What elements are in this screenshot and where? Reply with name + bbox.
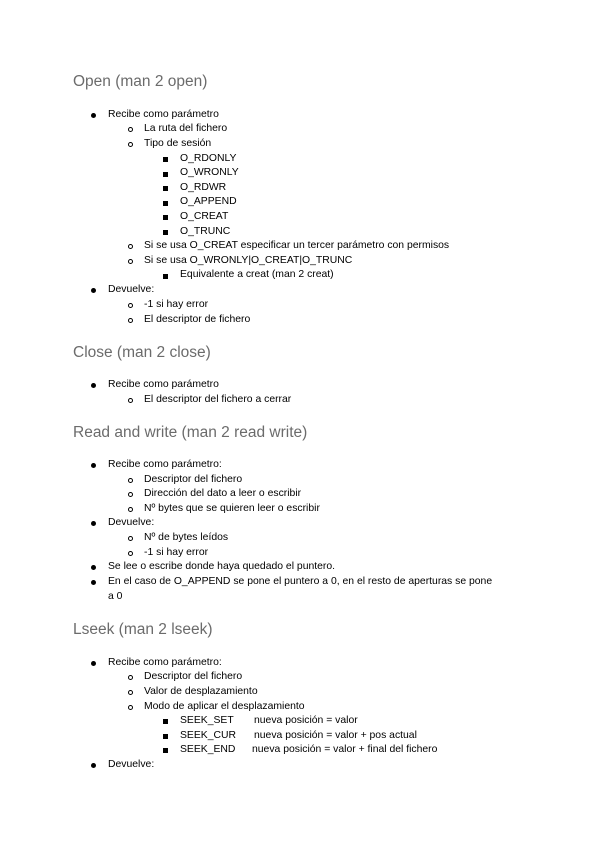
list-item-continuation: a 0 <box>108 591 123 602</box>
bullet-circle <box>128 318 133 323</box>
list-item: Equivalente a creat (man 2 creat) <box>180 269 334 280</box>
seek-mode-description: nueva posición = valor + final del fichero <box>252 744 438 755</box>
bullet-circle <box>128 478 133 483</box>
list-item: El descriptor de fichero <box>144 314 251 325</box>
list-item <box>180 714 358 728</box>
bullet-circle <box>128 259 133 264</box>
bullet-square <box>163 274 168 279</box>
seek-mode-name: SEEK_END <box>180 744 236 755</box>
bullet-disc <box>91 661 96 666</box>
bullet-circle <box>128 244 133 249</box>
bullet-circle <box>128 675 133 680</box>
bullet-disc <box>91 565 96 570</box>
list-item: Recibe como parámetro <box>108 379 219 390</box>
section-heading-open: Open (man 2 open) <box>73 73 208 90</box>
list-item: Devuelve: <box>108 517 155 528</box>
list-item: Devuelve: <box>108 284 155 295</box>
section-heading-read-write: Read and write (man 2 read write) <box>73 424 308 441</box>
list-item <box>180 743 437 757</box>
list-item: Descriptor del fichero <box>144 474 243 485</box>
list-item: En el caso de O_APPEND se pone el puntero a 0, en el resto de aperturas se pone <box>108 576 493 587</box>
seek-mode-description: nueva posición = valor <box>254 715 358 726</box>
bullet-disc <box>91 113 96 118</box>
list-item: Tipo de sesión <box>144 138 212 149</box>
bullet-circle <box>128 536 133 541</box>
bullet-circle <box>128 127 133 132</box>
bullet-square <box>163 215 168 220</box>
bullet-square <box>163 230 168 235</box>
list-item: Descriptor del fichero <box>144 671 243 682</box>
bullet-square <box>163 172 168 177</box>
section-heading-close: Close (man 2 close) <box>73 344 211 361</box>
bullet-circle <box>128 142 133 147</box>
list-item: Si se usa O_WRONLY|O_CREAT|O_TRUNC <box>144 255 353 266</box>
list-item: Devuelve: <box>108 759 155 770</box>
list-item: Recibe como parámetro: <box>108 657 222 668</box>
list-item: -1 si hay error <box>144 547 209 558</box>
list-item <box>180 729 417 743</box>
list-item: El descriptor del fichero a cerrar <box>144 394 292 405</box>
bullet-circle <box>128 705 133 710</box>
bullet-square <box>163 157 168 162</box>
seek-mode-description: nueva posición = valor + pos actual <box>254 730 417 741</box>
list-item: Si se usa O_CREAT especificar un tercer parámetro con permisos <box>144 240 450 251</box>
bullet-square <box>163 719 168 724</box>
bullet-square <box>163 748 168 753</box>
list-item: Recibe como parámetro <box>108 109 219 120</box>
seek-mode-name: SEEK_SET <box>180 715 234 726</box>
bullet-square <box>163 734 168 739</box>
list-item: -1 si hay error <box>144 299 209 310</box>
list-item: Nº bytes que se quieren leer o escribir <box>144 503 320 514</box>
bullet-disc <box>91 463 96 468</box>
section-heading-lseek: Lseek (man 2 lseek) <box>73 621 213 638</box>
seek-mode-name: SEEK_CUR <box>180 730 237 741</box>
bullet-circle <box>128 690 133 695</box>
list-item: O_WRONLY <box>180 167 239 178</box>
list-item: Recibe como parámetro: <box>108 459 222 470</box>
bullet-disc <box>91 521 96 526</box>
bullet-disc <box>91 763 96 768</box>
list-item: Dirección del dato a leer o escribir <box>144 488 302 499</box>
bullet-disc <box>91 383 96 388</box>
list-item: O_RDONLY <box>180 153 237 164</box>
list-item: Se lee o escribe donde haya quedado el puntero. <box>108 561 336 572</box>
bullet-circle <box>128 492 133 497</box>
bullet-circle <box>128 551 133 556</box>
list-item: Nº de bytes leídos <box>144 532 229 543</box>
list-item: O_TRUNC <box>180 226 231 237</box>
bullet-circle <box>128 303 133 308</box>
list-item: O_APPEND <box>180 196 237 207</box>
list-item: O_RDWR <box>180 182 227 193</box>
bullet-square <box>163 201 168 206</box>
list-item: Modo de aplicar el desplazamiento <box>144 701 305 712</box>
list-item: La ruta del fichero <box>144 123 228 134</box>
bullet-square <box>163 186 168 191</box>
bullet-circle <box>128 398 133 403</box>
bullet-disc <box>91 288 96 293</box>
bullet-disc <box>91 580 96 585</box>
list-item: O_CREAT <box>180 211 229 222</box>
list-item: Valor de desplazamiento <box>144 686 258 697</box>
bullet-circle <box>128 507 133 512</box>
